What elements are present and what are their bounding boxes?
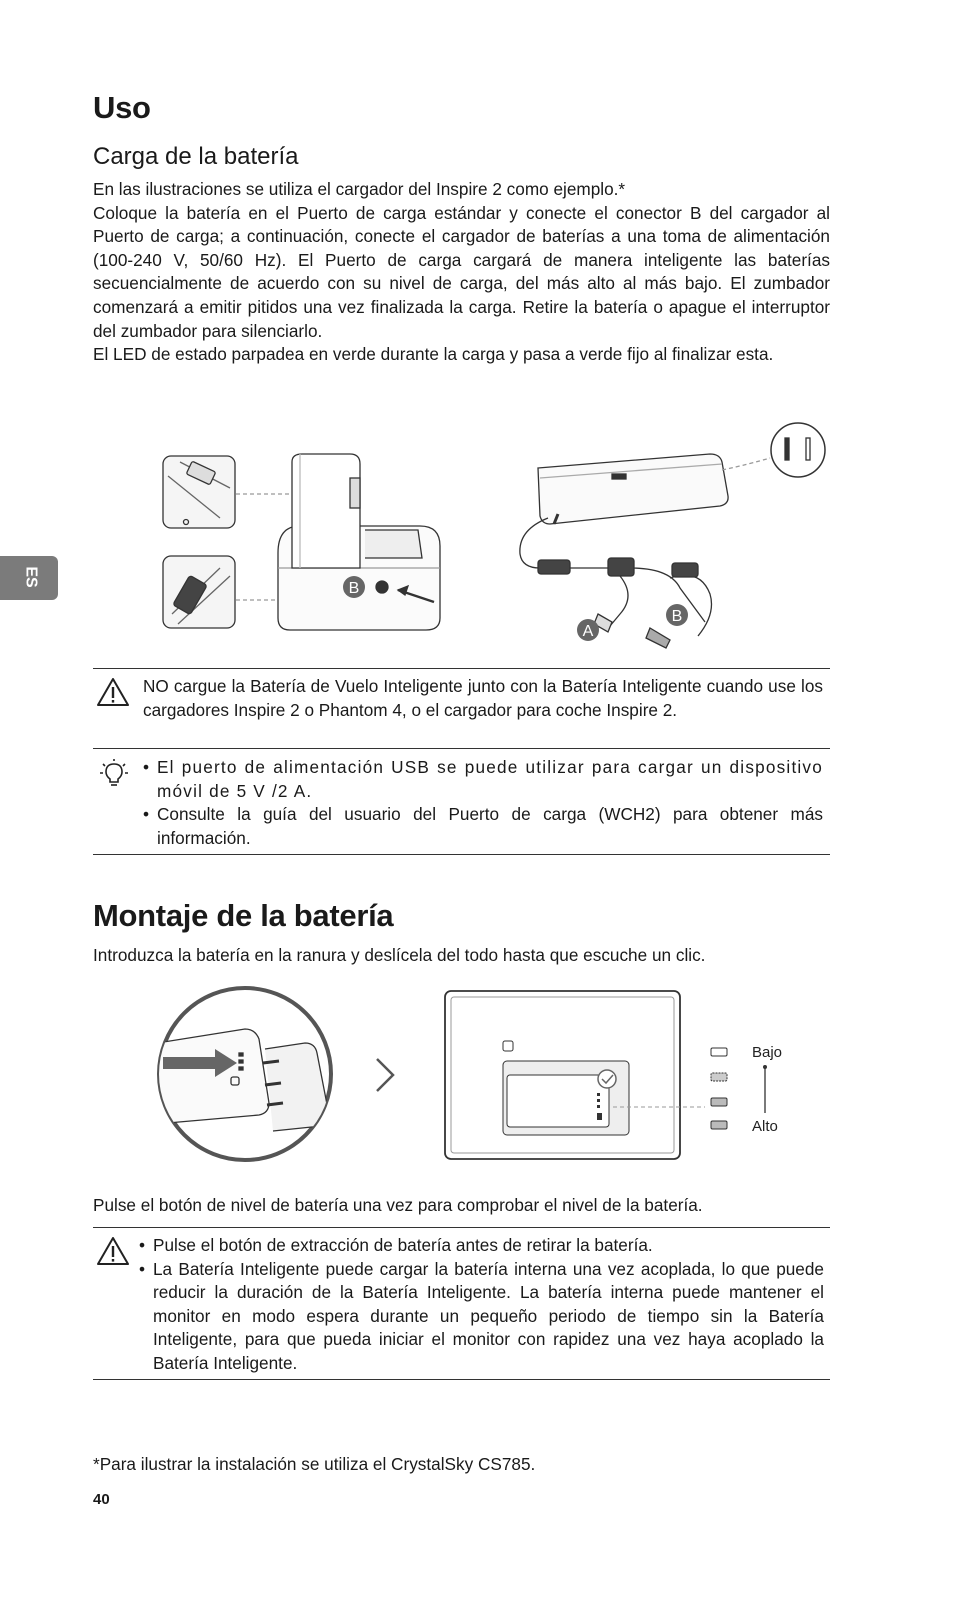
montaje-intro: Introduzca la batería en la ranura y deslícela del todo hasta que escuche un clic. <box>93 945 706 965</box>
label-b-dock: B <box>348 580 360 597</box>
warning-icon <box>96 677 130 707</box>
language-tab <box>0 556 58 600</box>
divider <box>93 854 830 855</box>
charging-warning-text: NO cargue la Batería de Vuelo Inteligente junto con la Batería Inteligente cuando use los cargadores Inspire 2 o Phantom 4, o el cargador para coche Inspire 2. <box>143 676 823 720</box>
footnote: *Para ilustrar la instalación se utiliza el CrystalSky CS785. <box>93 1454 536 1474</box>
intro-line: En las ilustraciones se utiliza el cargador del Inspire 2 como ejemplo.* <box>93 179 626 199</box>
section-title-uso: Uso <box>93 90 151 125</box>
section-title-montaje: Montaje de la batería <box>93 898 394 933</box>
charging-paragraph: Coloque la batería en el Puerto de carga estándar y conecte el conector B del cargador al Puerto de carga; a continuación, conecte el cargador de baterías a una toma de alimentación (100-240 V, 50/60 Hz). El Puerto de carga cargará de manera inteligente las baterías secuencialmente de acuerdo con su nivel de carga, del más alto al más bajo. El zumbador comenzará a emitir pitidos una vez finalizada la carga. Retire la batería o apague el interruptor del zumbador para silenciarlo. <box>93 202 830 341</box>
battery-level-check-text: Pulse el botón de nivel de batería una vez para comprobar el nivel de la batería. <box>93 1195 703 1215</box>
subsection-title-charging: Carga de la batería <box>93 143 299 170</box>
language-tab-label: ES <box>22 566 40 588</box>
warning-icon <box>96 1236 130 1266</box>
divider <box>93 1227 830 1228</box>
divider <box>93 748 830 749</box>
mounting-warnings-list <box>139 1234 824 1376</box>
tips-list <box>143 756 823 850</box>
charging-illustration <box>150 418 840 654</box>
list-item: • Pulse el botón de extracción de batería antes de retirar la batería. <box>139 1235 653 1255</box>
lightbulb-tip-icon <box>100 758 128 788</box>
label-a-adapter: A <box>582 623 594 640</box>
label-b-adapter: B <box>671 608 683 625</box>
divider <box>93 1379 830 1380</box>
charging-text <box>93 178 830 367</box>
level-low-label: Bajo <box>752 1044 783 1061</box>
list-item: • El puerto de alimentación USB se puede utilizar para cargar un dispositivo móvil de 5 V /2 A. <box>143 757 823 801</box>
led-paragraph: El LED de estado parpadea en verde durante la carga y pasa a verde fijo al finalizar esta. <box>93 344 774 365</box>
level-high-label: Alto <box>752 1118 778 1135</box>
battery-mounting-illustration <box>155 985 835 1165</box>
list-item: • La Batería Inteligente puede cargar la batería interna una vez acoplada, lo que puede reducir la duración de la Batería Inteligente. La batería interna puede mantener el monitor en modo espera durante un pequeño periodo de tiempo sin la Batería Inteligente, para que pueda iniciar el monitor con rapidez una vez haya acoplado la Batería Inteligente. <box>139 1258 824 1373</box>
list-item: • Consulte la guía del usuario del Puerto de carga (WCH2) para obtener más información. <box>143 804 823 848</box>
page-number: 40 <box>93 1491 110 1508</box>
divider <box>93 668 830 669</box>
